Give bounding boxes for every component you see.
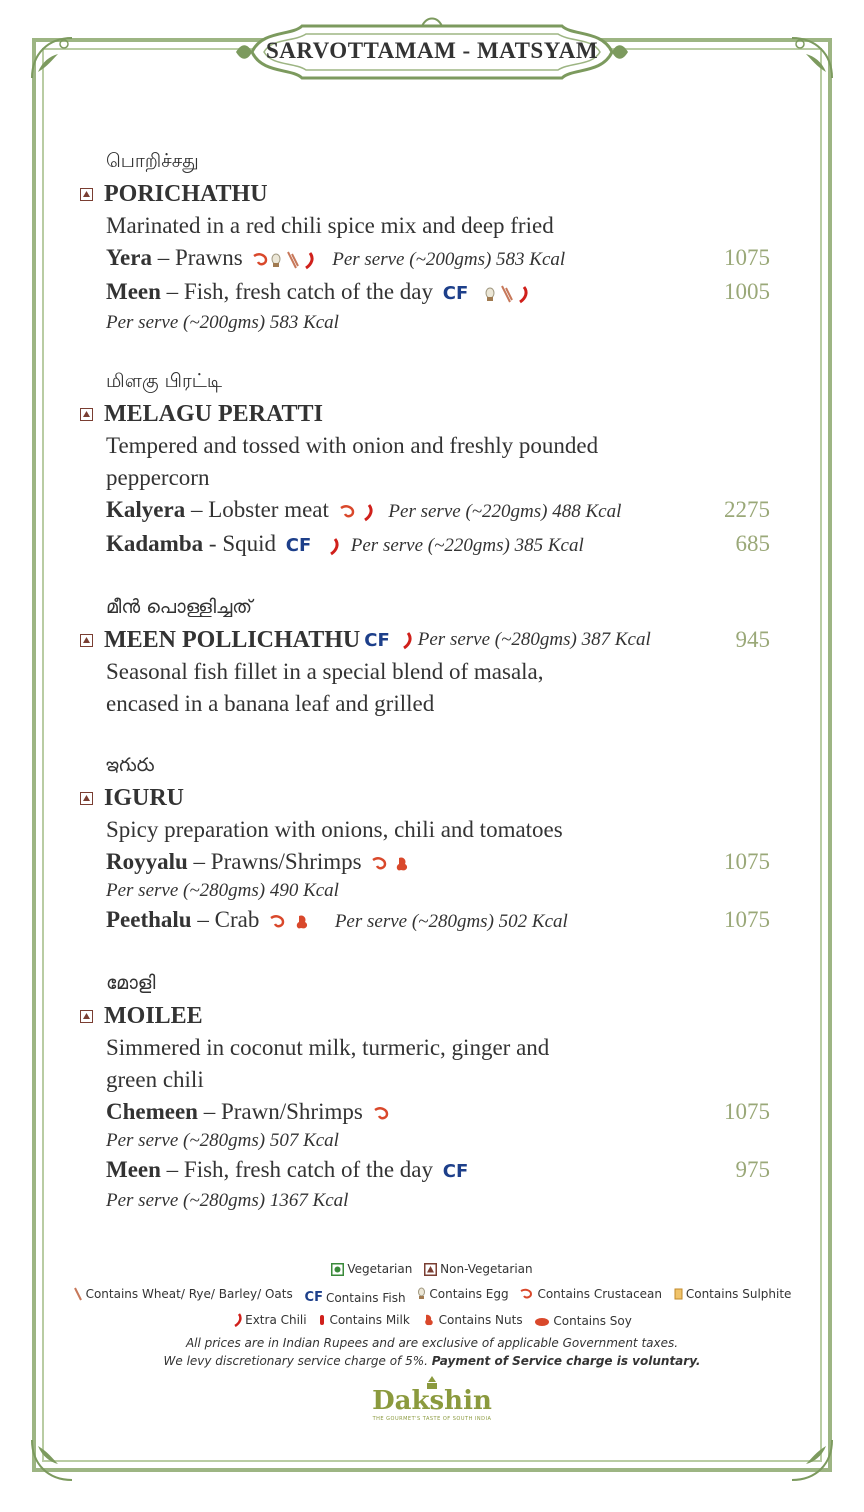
contains-fish-icon: CF	[364, 629, 390, 651]
dish-description: green chili	[106, 1067, 204, 1092]
menu-item	[106, 1096, 770, 1128]
item-separator: –	[197, 1099, 221, 1124]
brand-logo	[60, 1376, 804, 1416]
dish-name: IGURU	[104, 784, 185, 811]
item-name: Peethalu	[106, 907, 192, 932]
item-price: 1075	[724, 1099, 770, 1124]
menu-content	[80, 150, 770, 1248]
dish-name: PORICHATHU	[104, 180, 268, 207]
item-name: Meen	[106, 1157, 161, 1182]
item-desc: Lobster meat	[208, 497, 329, 522]
dish-description: Tempered and tossed with onion and freshly pounded	[106, 433, 599, 458]
menu-item	[106, 904, 770, 938]
item-separator: –	[187, 849, 211, 874]
item-separator: -	[203, 531, 223, 556]
item-price: 685	[735, 531, 770, 556]
menu-section-iguru	[80, 754, 770, 938]
item-serve: Per serve (~280gms) 387 Kcal	[417, 629, 651, 650]
item-serve: Per serve (~200gms) 583 Kcal	[332, 249, 566, 270]
menu-item	[106, 1154, 770, 1188]
dish-description: peppercorn	[106, 465, 210, 490]
milk-icon	[318, 1313, 326, 1327]
menu-item	[106, 846, 770, 878]
dish-name: MOILEE	[104, 1002, 203, 1029]
corner-ornament-icon	[28, 34, 76, 82]
non-veg-icon	[80, 408, 93, 421]
item-name: Kadamba	[106, 531, 204, 556]
non-veg-icon	[80, 634, 93, 647]
menu-section-porichathu	[80, 150, 770, 336]
item-price: 975	[735, 1157, 770, 1182]
legend-wheat	[73, 1283, 293, 1305]
soy-icon	[534, 1315, 550, 1327]
non-veg-icon	[80, 792, 93, 805]
brand-tagline: THE GOURMET'S TASTE OF SOUTH INDIA	[372, 1415, 492, 1422]
item-serve: Per serve (~200gms) 583 Kcal	[106, 312, 339, 333]
brand-name: Dakshin	[372, 1385, 492, 1416]
item-name: Chemeen	[106, 1099, 198, 1124]
extra-chili-icon	[325, 536, 341, 556]
item-desc: Prawns	[174, 245, 243, 270]
item-desc: Crab	[214, 907, 260, 932]
item-separator: –	[160, 1157, 184, 1182]
legend-label: Contains Crustacean	[537, 1286, 663, 1301]
item-desc: Prawns/Shrimps	[210, 849, 362, 874]
legend-label: Contains Wheat/ Rye/ Barley/ Oats	[85, 1286, 293, 1301]
menu-item	[106, 276, 770, 310]
extra-chili-icon	[232, 1313, 242, 1327]
allergen-icons	[339, 502, 379, 522]
allergen-icons	[482, 284, 536, 304]
dish-description: Marinated in a red chili spice mix and deep fried	[106, 213, 554, 238]
item-serve: Per serve (~220gms) 488 Kcal	[388, 501, 622, 522]
veg-icon	[331, 1263, 344, 1276]
item-price: 1075	[724, 849, 770, 874]
section-native-title: മോളി	[106, 972, 156, 994]
item-desc: Squid	[222, 531, 276, 556]
item-separator: –	[160, 279, 184, 304]
non-veg-icon	[80, 188, 93, 201]
dish-description: Seasonal fish fillet in a special blend of masala,	[106, 659, 544, 684]
contains-fish-icon: CF	[442, 283, 469, 304]
item-price: 1075	[724, 245, 770, 270]
contains-fish-icon: CF	[304, 1289, 323, 1305]
section-native-title: മീൻ പൊള്ളിച്ചത്	[106, 596, 253, 618]
item-separator: –	[151, 245, 175, 270]
item-separator: –	[191, 907, 215, 932]
item-name: Meen	[106, 279, 161, 304]
legend-label: Contains Sulphite	[685, 1286, 792, 1301]
service-charge-note	[60, 1352, 804, 1370]
item-price: 1075	[724, 907, 770, 932]
menu-section-melagu-peratti	[80, 370, 770, 562]
corner-ornament-icon	[788, 34, 836, 82]
egg-icon	[417, 1287, 426, 1301]
page-title: SARVOTTAMAM - MATSYAM	[265, 38, 599, 63]
section-native-title: பொறிச்சது	[106, 150, 199, 172]
legend-soy	[534, 1310, 631, 1332]
menu-section-meen-pollichathu	[80, 596, 770, 720]
item-serve: Per serve (~280gms) 490 Kcal	[106, 880, 339, 901]
legend-label: Contains Nuts	[438, 1312, 523, 1327]
extra-chili-icon	[398, 630, 414, 650]
contains-fish-icon: CF	[285, 535, 312, 556]
legend-label: Non-Vegetarian	[440, 1262, 533, 1276]
item-price: 945	[735, 627, 770, 652]
allergen-icons	[269, 912, 325, 932]
legend-label: Contains Milk	[329, 1312, 410, 1327]
item-serve: Per serve (~280gms) 1367 Kcal	[106, 1190, 349, 1211]
legend-sulphite	[674, 1283, 792, 1305]
item-name: Yera	[106, 245, 152, 270]
service-charge-text: We levy discretionary service charge of 5%.	[163, 1353, 428, 1368]
section-native-title: ఇగురు	[106, 754, 155, 776]
item-price: 2275	[724, 497, 770, 522]
menu-item	[106, 528, 770, 562]
item-desc: Prawn/Shrimps	[220, 1099, 363, 1124]
legend-label: Contains Fish	[325, 1290, 406, 1305]
item-serve: Per serve (~280gms) 507 Kcal	[106, 1130, 339, 1151]
dish-name: MELAGU PERATTI	[104, 400, 323, 427]
item-name: Kalyera	[106, 497, 186, 522]
crustacean-icon	[520, 1287, 534, 1301]
contains-fish-icon: CF	[442, 1161, 469, 1182]
menu-item	[106, 494, 770, 528]
legend-label: Vegetarian	[347, 1262, 413, 1276]
legend-vegetarian	[331, 1258, 412, 1280]
legend-milk	[318, 1309, 409, 1331]
dish-name: MEEN POLLICHATHU	[104, 626, 361, 653]
tax-note: All prices are in Indian Rupees and are exclusive of applicable Government taxes.	[185, 1335, 679, 1350]
item-desc: Fish, fresh catch of the day	[183, 279, 434, 304]
corner-ornament-icon	[788, 1436, 836, 1484]
allergen-icons	[371, 854, 421, 874]
dish-description: Spicy preparation with onions, chili and tomatoes	[106, 817, 563, 842]
legend-label: Contains Egg	[429, 1286, 509, 1301]
item-serve: Per serve (~220gms) 385 Kcal	[350, 535, 584, 556]
legend-non-vegetarian	[424, 1258, 533, 1280]
service-charge-voluntary: Payment of Service charge is voluntary.	[431, 1353, 701, 1368]
legend-egg	[417, 1283, 508, 1305]
legend-nuts	[422, 1309, 523, 1331]
section-native-title: மிளகு பிரட்டி	[106, 370, 223, 392]
dish-description: encased in a banana leaf and grilled	[106, 691, 435, 716]
item-serve: Per serve (~280gms) 502 Kcal	[334, 911, 568, 932]
menu-legend	[60, 1258, 804, 1422]
sulphite-icon	[674, 1287, 683, 1301]
item-price: 1005	[724, 279, 770, 304]
legend-fish	[305, 1287, 406, 1309]
menu-item	[106, 242, 770, 276]
item-separator: –	[185, 497, 209, 522]
menu-section-moilee	[80, 972, 770, 1214]
legend-label: Extra Chili	[245, 1312, 307, 1327]
item-name: Royyalu	[106, 849, 188, 874]
crustacean-icon	[373, 1104, 393, 1124]
allergen-icons	[252, 250, 322, 270]
legend-chili	[232, 1309, 306, 1331]
wheat-icon	[73, 1287, 83, 1301]
non-veg-icon	[80, 1010, 93, 1023]
corner-ornament-icon	[28, 1436, 76, 1484]
legend-crustacean	[520, 1283, 662, 1305]
nuts-icon	[422, 1313, 436, 1327]
dish-description: Simmered in coconut milk, turmeric, ginger and	[106, 1035, 550, 1060]
legend-label: Contains Soy	[553, 1313, 632, 1328]
item-desc: Fish, fresh catch of the day	[183, 1157, 434, 1182]
non-veg-icon	[424, 1263, 437, 1276]
